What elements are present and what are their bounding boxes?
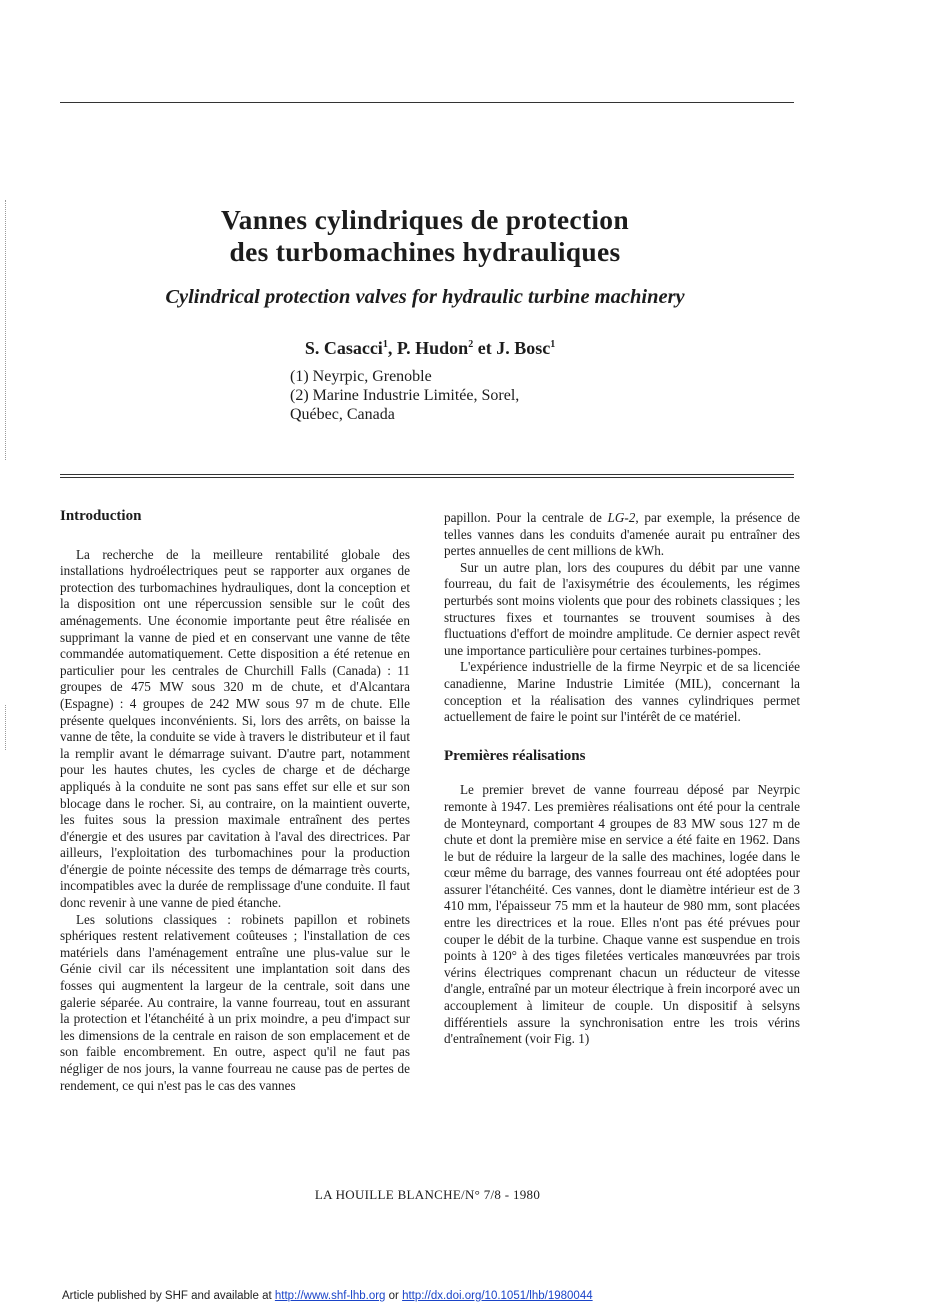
author-list (0, 338, 860, 359)
text-run: , par exemple, la présence de telles vannes dans les conduits d'amenée aurait pu entraîner des pertes annuelles de cent millions de kWh. (444, 510, 800, 559)
scan-margin-marks (5, 705, 8, 750)
author-bosc: J. Bosc (496, 338, 551, 358)
author-separator: et (473, 338, 497, 358)
affil-mark: 2 (468, 339, 474, 350)
journal-footer: LA HOUILLE BLANCHE/N° 7/8 - 1980 (314, 1187, 541, 1202)
scan-margin-marks (5, 200, 8, 460)
title-line-2: des turbomachines hydrauliques (229, 236, 621, 267)
affiliations (290, 367, 519, 424)
plant-name-lg2: LG-2 (607, 510, 636, 525)
top-rule (60, 102, 794, 103)
intro-paragraph-1: La recherche de la meilleure rentabilité globale des installations hydroélectriques peut se rapporter aux organes de protection des turbomachines hydrauliques, dont la conception et la disposition ont une répercussion sensible sur le coût des aménagements. Une économie importante peut être réalisée en supprimant la vanne de pied et en conservant une vanne de tête commandée automatiquement. Cette disposition a été retenue en particulier pour les centrales de Churchill Falls (Canada) : 11 groupes de 475 MW sous 320 m de chute, et d'Alcantara (Espagne) : 4 groupes de 242 MW sous 97 m de chute. Elle présente quelques inconvénients. Si, lors des arrêts, on baisse la vanne de tête, la conduite se vide à travers le distributeur et il faut la remplir avant le démarrage suivant. D'autre part, notamment pour les hautes chutes, les cycles de charge et de décharge appliqués à la conduite ne sont pas sans effet sur elle et sur son blocage dans le rocher. Si, au contraire, on la maintient ouverte, les fuites sous la pression maximale entraînent des pertes d'énergie et des usures par cavitation à l'aval des directrices. Par ailleurs, l'exploitation des turbomachines pour la production d'énergie de pointe nécessite des temps de démarrage très courts, incompatibles avec la durée de remplissage d'une conduite. Il faut donc revenir à une vanne de pied étanche. (60, 546, 410, 911)
notice-text: or (385, 1290, 403, 1302)
section-heading-introduction: Introduction (60, 508, 142, 524)
doi-link[interactable]: http://dx.doi.org/10.1051/lhb/1980044 (402, 1290, 593, 1302)
text-run: papillon. Pour la centrale de (444, 510, 608, 525)
affiliation-2: (2) Marine Industrie Limitée, Sorel, (290, 387, 520, 404)
author-hudon: P. Hudon (396, 338, 469, 358)
intro-paragraph-3: Sur un autre plan, lors des coupures du débit par une vanne fourreau, du fait de l'axisymétrie des écoulements, les régimes perturbés sont moins violents que pour des robinets classiques ; les structures fixes et tournantes se trouvent soumises à des fluctuations d'effort de moindre amplitude. Ce dernier aspect revêt une importance particulière pour certaines turbines-pompes. (444, 559, 800, 658)
affil-mark: 1 (550, 339, 556, 350)
intro-paragraph-2-cont (444, 510, 800, 560)
intro-paragraph-4: L'expérience industrielle de la firme Neyrpic et de sa licenciée canadienne, Marine Industrie Limitée (MIL), concernant la conception et la réalisation des vannes cylindriques permet actuellement de faire le point sur l'intérêt de ce matériel. (444, 659, 800, 725)
left-column (60, 508, 410, 1094)
affil-mark: 1 (382, 339, 388, 350)
article-title (0, 204, 850, 268)
premieres-paragraph-1: Le premier brevet de vanne fourreau déposé par Neyrpic remonte à 1947. Les premières réalisations ont été pour la centrale de Monteynard, comportant 4 groupes de 83 MW sous 127 m de chute et dont la première mise en service a été faite en 1962. Dans le but de réduire la largeur de la salle des machines, logée dans le cœur même du barrage, des vannes fourreau ont été adoptées pour assurer l'étanchéité. Ces vannes, dont le diamètre intérieur est de 3 410 mm, l'épaisseur 75 mm et la hauteur de 980 mm, sont placées entre les directrices et la roue. Elles n'ont pas été prévues pour couper le débit de la turbine. Chaque vanne est suspendue en trois points à 120° à des tiges filetées verticales manœuvrées par trois vérins électriques comprenant chacun un réducteur de vitesse d'angle, entraîné par un moteur électrique à frein incorporé avec un accouplement à limiteur de couple. Un dispositif à selsyns différentiels assure la synchronisation entre les trois vérins d'entraînement (voir Fig. 1) (444, 782, 800, 1047)
publication-notice (62, 1290, 593, 1302)
affiliation-2-cont: Québec, Canada (290, 406, 395, 423)
right-column (444, 510, 800, 1048)
author-casacci: S. Casacci (304, 338, 383, 358)
intro-paragraph-2: Les solutions classiques : robinets papillon et robinets sphériques restent relativement coûteuses ; l'installation de ces matériels dans l'aménagement entraîne une plus-value sur le Génie civil car ils nécessitent une implantation soit dans des fosses qui augmentent la largeur de la centrale, soit dans une galerie séparée. Au contraire, la vanne fourreau, tout en assurant la protection et l'étanchéité à un prix moindre, a peu d'impact sur les dimensions de la centrale en raison de son emplacement et de son faible encombrement. En outre, aspect qu'il ne faut pas négliger de nos jours, la vanne fourreau ne cause pas de pertes de rendement, ce qui n'est pas le cas des vannes (60, 911, 410, 1093)
section-heading-premieres-realisations: Premières réalisations (444, 747, 586, 764)
english-subtitle: Cylindrical protection valves for hydraulic turbine machinery (165, 286, 685, 308)
header-separator-rule (60, 474, 794, 475)
title-line-1: Vannes cylindriques de protection (221, 204, 629, 235)
affiliation-1: (1) Neyrpic, Grenoble (290, 368, 432, 385)
shf-link[interactable]: http://www.shf-lhb.org (274, 1290, 386, 1302)
author-separator: , (387, 338, 397, 358)
notice-text: Article published by SHF and available at (62, 1290, 275, 1302)
